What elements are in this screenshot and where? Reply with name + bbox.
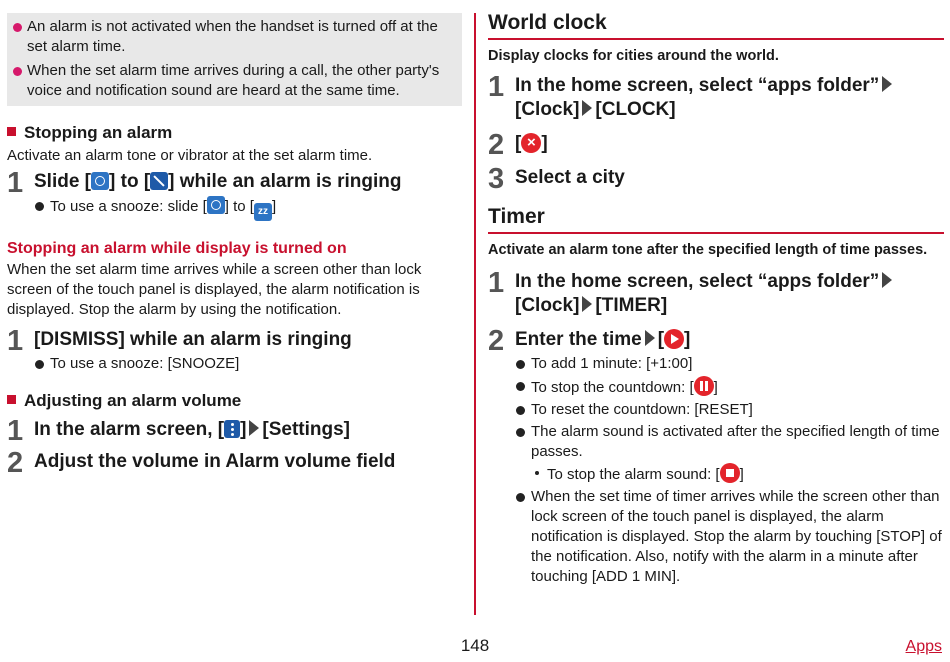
bullet-dot-icon	[35, 202, 44, 211]
delete-icon	[521, 133, 541, 153]
step-number: 1	[488, 71, 505, 103]
bullet-dot-icon	[516, 428, 525, 437]
step: 1 [DISMISS] while an alarm is ringing	[7, 325, 352, 357]
alarm-off-icon	[150, 172, 168, 190]
step-number: 2	[7, 447, 24, 479]
snooze-zz-icon: zz	[254, 203, 272, 221]
step: 1 In the home screen, select “apps folder” [Clock] [TIMER]	[488, 270, 944, 318]
bullet-item: To add 1 minute: [+1:00]	[515, 354, 944, 374]
step-number: 2	[488, 325, 505, 357]
step: 1 In the home screen, select “apps folder” [Clock] [CLOCK]	[488, 74, 944, 122]
stop-icon	[720, 463, 740, 483]
alarm-clock-icon	[207, 196, 225, 214]
section-desc: When the set alarm time arrives while a screen other than lock screen of the touch panel is displayed, the alarm notification is displayed. Stop the alarm by using the notification.	[7, 261, 422, 318]
step: 2 Adjust the volume in Alarm volume field	[7, 447, 396, 479]
arrow-right-icon	[882, 272, 892, 288]
note-box	[7, 13, 462, 106]
bullet-dot-icon	[13, 67, 22, 76]
arrow-right-icon	[249, 420, 259, 436]
square-bullet-icon	[7, 395, 16, 404]
step-number: 1	[7, 167, 24, 199]
section-desc: Activate an alarm tone or vibrator at the set alarm time.	[7, 147, 373, 164]
section-heading-stopping: Stopping an alarm	[7, 122, 462, 144]
step-number: 3	[488, 163, 505, 195]
step: 2 Enter the time [ ]	[488, 325, 691, 357]
arrow-right-icon	[582, 296, 592, 312]
step-number: 2	[488, 129, 505, 161]
menu-icon	[224, 420, 240, 438]
bullet-item: The alarm sound is activated after the specified length of time passes.	[515, 422, 944, 462]
page-number: 148	[460, 636, 490, 655]
arrow-right-icon	[582, 100, 592, 116]
pause-icon	[694, 376, 714, 396]
arrow-right-icon	[645, 330, 655, 346]
bullet-item: To use a snooze: [SNOOZE]	[34, 354, 462, 374]
note-item: When the set alarm time arrives during a call, the other party's voice and notification sound are heard at the same time.	[13, 61, 456, 101]
bullet-dot-icon	[35, 360, 44, 369]
left-column	[7, 13, 462, 479]
bullet-dot-icon	[516, 382, 525, 391]
bullet-item: When the set time of timer arrives while the screen other than lock screen of the touch panel is displayed, the alarm notification is displayed. Stop the alarm by touching [STOP] of the notification. Also, notify with the alarm in a minute after touching [ADD 1 MIN].	[515, 487, 944, 587]
column-divider	[474, 13, 476, 615]
alarm-clock-icon	[91, 172, 109, 190]
bullet-dot-icon	[516, 406, 525, 415]
sub-bullet-dot-icon	[535, 471, 539, 475]
step: 1 In the alarm screen, [ ] [Settings]	[7, 415, 351, 447]
bullet-item: To stop the countdown: [ ]	[515, 376, 944, 398]
apps-section-link[interactable]: Apps	[905, 638, 942, 655]
step-number: 1	[7, 325, 24, 357]
subheading-display-on: Stopping an alarm while display is turned on	[7, 240, 347, 257]
right-column	[488, 10, 944, 587]
bullet-dot-icon	[516, 493, 525, 502]
square-bullet-icon	[7, 127, 16, 136]
step: 3 Select a city	[488, 163, 625, 195]
section-heading-world-clock: World clock	[488, 10, 944, 40]
note-item: An alarm is not activated when the handset is turned off at the set alarm time.	[13, 17, 456, 57]
step: 1 Slide [ ] to [ ] while an alarm is ringing	[7, 167, 402, 199]
arrow-right-icon	[882, 76, 892, 92]
sub-bullet-item: To stop the alarm sound: [ ]	[533, 463, 944, 485]
bullet-dot-icon	[516, 360, 525, 369]
step-number: 1	[488, 267, 505, 299]
bullet-dot-icon	[13, 23, 22, 32]
section-desc: Activate an alarm tone after the specified length of time passes.	[488, 242, 928, 258]
section-heading-volume: Adjusting an alarm volume	[7, 390, 462, 412]
bullet-item: To reset the countdown: [RESET]	[515, 400, 944, 420]
section-heading-timer: Timer	[488, 204, 944, 234]
step-number: 1	[7, 415, 24, 447]
step: 2 [× ]	[488, 132, 944, 156]
section-desc: Display clocks for cities around the world.	[488, 48, 779, 64]
bullet-item: To use a snooze: slide [ ] to [ zz ]	[34, 196, 462, 221]
play-icon	[664, 329, 684, 349]
